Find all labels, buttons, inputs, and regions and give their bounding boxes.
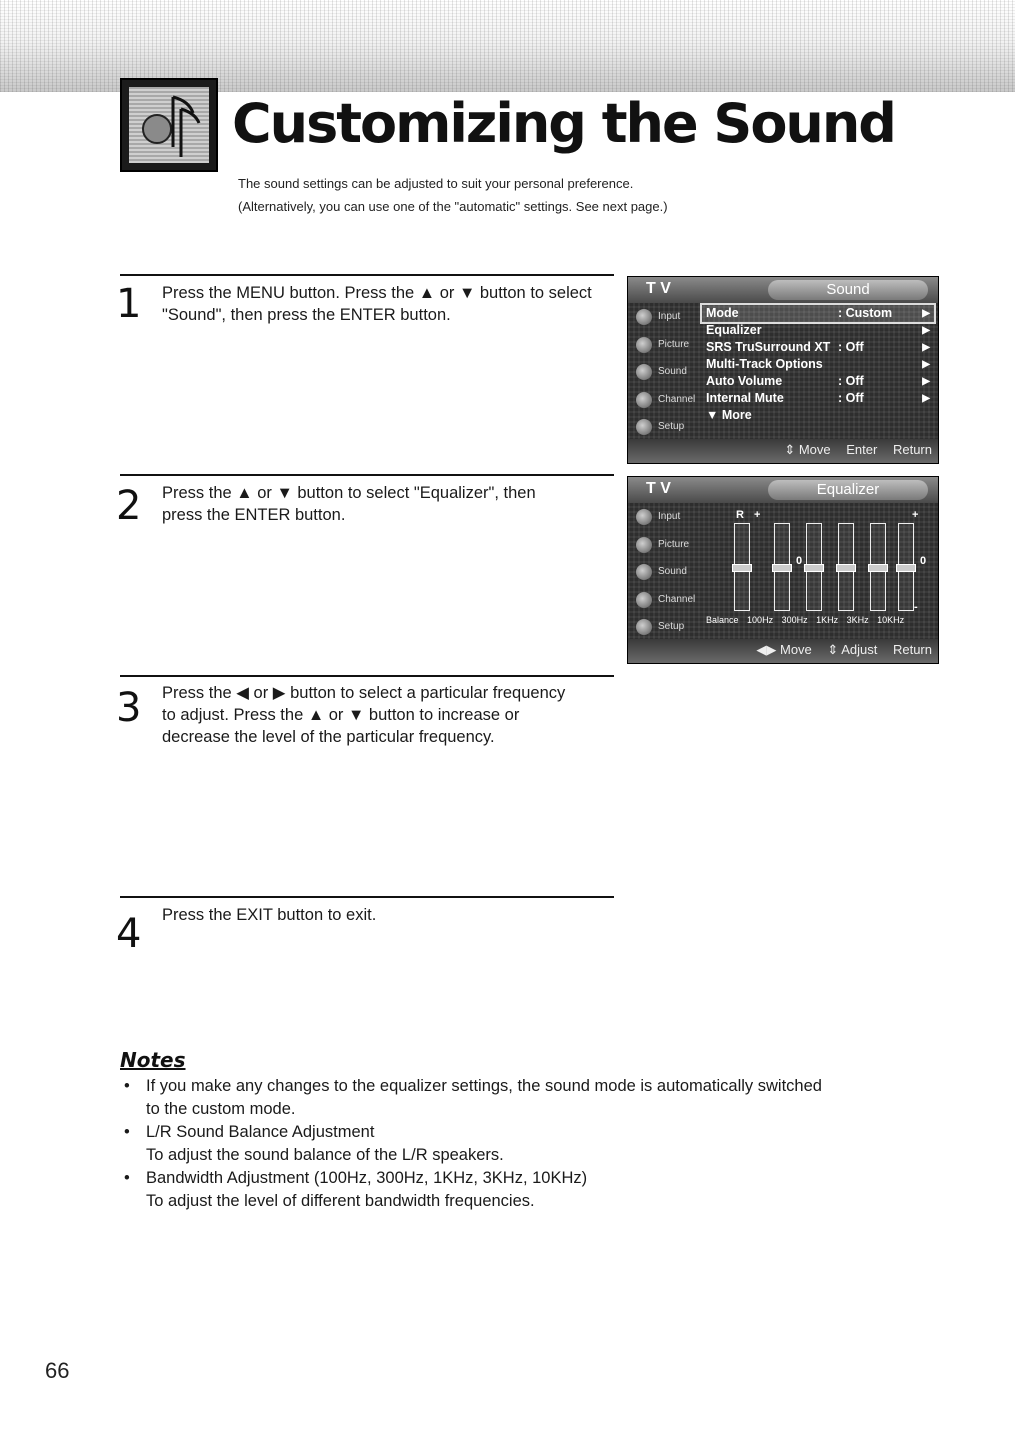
osd-side-picture: Picture [628, 331, 698, 359]
osd-side-sound: Sound [628, 358, 698, 386]
note-3-line-1: • Bandwidth Adjustment (100Hz, 300Hz, 1KHz, 3KHz, 10KHz) [146, 1169, 588, 1187]
osd-title-bar [628, 277, 938, 303]
note-item-1 [120, 1075, 920, 1121]
osd-tv-label: T V [646, 280, 671, 297]
osd-row-value: : Custom [838, 306, 893, 320]
osd-row-value: : Off [838, 374, 864, 388]
osd-row-auto-volume [702, 373, 934, 390]
eq-bar-100hz[interactable] [774, 523, 790, 611]
step-1-number: 1 [116, 281, 142, 327]
eq-label-10khz: 10KHz [877, 615, 905, 625]
osd-hint-move: ⇕ Move [784, 442, 831, 457]
step-1-line-1: Press the MENU button. Press the ▲ or ▼ button to select [162, 284, 592, 302]
eq-bar-balance[interactable] [734, 523, 750, 611]
osd-row-value: : Off [838, 340, 864, 354]
eq-label-300hz: 300Hz [781, 615, 808, 625]
step-2-number: 2 [116, 483, 142, 529]
osd-hint-return: Return [892, 642, 932, 657]
osd-row-label: SRS TruSurround XT [706, 340, 831, 354]
note-3-line-2: To adjust the level of different bandwidth frequencies. [146, 1192, 535, 1210]
arrow-right-icon: ▶ [922, 308, 930, 319]
eq-label-3khz: 3KHz [846, 615, 869, 625]
step-2-line-2: press the ENTER button. [162, 506, 346, 524]
osd-equalizer [627, 476, 939, 664]
eq-knob[interactable] [836, 564, 856, 572]
osd-hint-enter: Enter [846, 442, 878, 457]
step-3-line-2: to adjust. Press the ▲ or ▼ button to increase or [162, 706, 520, 724]
arrow-right-icon: ▶ [922, 325, 930, 336]
osd-side-channel: Channel [628, 386, 698, 414]
osd-hint-adjust: ⇕ Adjust [827, 642, 878, 657]
step-4-rule [120, 896, 614, 898]
osd-side-channel: Channel [628, 586, 698, 614]
step-3-rule [120, 675, 614, 677]
osd-side-input: Input [628, 303, 698, 331]
note-item-3 [120, 1167, 920, 1213]
eq-knob[interactable] [896, 564, 916, 572]
eq-knob[interactable] [772, 564, 792, 572]
sound-section-icon [120, 78, 218, 172]
osd-side-setup: Setup [628, 613, 698, 641]
note-2-line-1: • L/R Sound Balance Adjustment [146, 1123, 375, 1141]
step-3-line-3: decrease the level of the particular frequency. [162, 728, 495, 746]
osd-side-picture: Picture [628, 531, 698, 559]
note-1-line-2: to the custom mode. [146, 1100, 296, 1118]
eq-knob[interactable] [804, 564, 824, 572]
eq-bar-1khz[interactable] [838, 523, 854, 611]
arrow-right-icon: ▶ [922, 359, 930, 370]
eq-zero-right: 0 [920, 555, 927, 567]
step-1-line-2: "Sound", then press the ENTER button. [162, 306, 451, 324]
osd-side-sound: Sound [628, 558, 698, 586]
osd-tab-equalizer: Equalizer [768, 480, 928, 500]
notes-list [120, 1075, 920, 1213]
step-4-number: 4 [116, 911, 142, 957]
note-item-2 [120, 1121, 920, 1167]
note-1-line-1: • If you make any changes to the equalizer settings, the sound mode is automatically switched [146, 1077, 822, 1095]
step-4-line-1: Press the EXIT button to exit. [162, 906, 377, 924]
osd-tab-sound: Sound [768, 280, 928, 300]
osd-row-label: Multi-Track Options [706, 357, 823, 371]
osd-sound-menu [627, 276, 939, 464]
eq-bar-3khz[interactable] [870, 523, 886, 611]
osd-row-internal-mute [702, 390, 934, 407]
osd-side-input: Input [628, 503, 698, 531]
arrow-right-icon: ▶ [922, 376, 930, 387]
step-2-line-1: Press the ▲ or ▼ button to select "Equalizer", then [162, 484, 536, 502]
eq-band-labels [706, 615, 910, 625]
eq-knob[interactable] [868, 564, 888, 572]
osd-row-multitrack [702, 356, 934, 373]
page-number: 66 [45, 1358, 70, 1383]
eq-label-1khz: 1KHz [816, 615, 839, 625]
eq-r-label: R [736, 509, 744, 521]
osd-row-mode [702, 305, 934, 322]
equalizer-bars [706, 509, 930, 629]
osd-sidebar [628, 303, 698, 441]
osd-row-label: Internal Mute [706, 391, 784, 405]
eq-label-balance: Balance [706, 615, 739, 625]
step-4-text [162, 904, 376, 926]
osd-row-label: Equalizer [706, 323, 762, 337]
osd-tv-label: T V [646, 480, 671, 497]
osd-hint-bar [628, 639, 938, 663]
osd-side-setup: Setup [628, 413, 698, 441]
page-title: Customizing the Sound [232, 92, 895, 155]
osd-row-more [702, 407, 934, 424]
osd-row-label: Auto Volume [706, 374, 783, 388]
osd-sidebar [628, 503, 698, 641]
eq-label-100hz: 100Hz [747, 615, 774, 625]
intro-line-1: The sound settings can be adjusted to suit your personal preference. [238, 176, 634, 191]
osd-hint-move: ◀▶ Move [756, 642, 812, 657]
osd-row-label: Mode [706, 306, 739, 320]
osd-row-srs [702, 339, 934, 356]
osd-row-equalizer [702, 322, 934, 339]
osd-title-bar [628, 477, 938, 503]
eq-bar-10khz[interactable] [898, 523, 914, 611]
osd-row-value: : Off [838, 391, 864, 405]
note-2-line-2: To adjust the sound balance of the L/R speakers. [146, 1146, 504, 1164]
intro-line-2: (Alternatively, you can use one of the "automatic" settings. See next page.) [238, 199, 668, 214]
arrow-right-icon: ▶ [922, 393, 930, 404]
step-3-line-1: Press the ◀ or ▶ button to select a particular frequency [162, 684, 566, 702]
step-2-text [162, 482, 536, 526]
step-1-text [162, 282, 592, 326]
notes-heading: Notes [120, 1048, 186, 1072]
step-3-text [162, 682, 565, 748]
eq-bar-300hz[interactable] [806, 523, 822, 611]
osd-hint-bar [628, 439, 938, 463]
eq-plus-right: + [912, 509, 919, 521]
step-2-rule [120, 474, 614, 476]
eq-knob[interactable] [732, 564, 752, 572]
eq-minus: - [914, 601, 918, 613]
osd-sound-options [702, 305, 934, 424]
step-3-number: 3 [116, 685, 142, 731]
arrow-right-icon: ▶ [922, 342, 930, 353]
osd-hint-return: Return [892, 442, 932, 457]
eq-plus-left: + [754, 509, 761, 521]
eq-zero-left: 0 [796, 555, 803, 567]
step-1-rule [120, 274, 614, 276]
osd-row-label: ▼ More [706, 408, 752, 422]
